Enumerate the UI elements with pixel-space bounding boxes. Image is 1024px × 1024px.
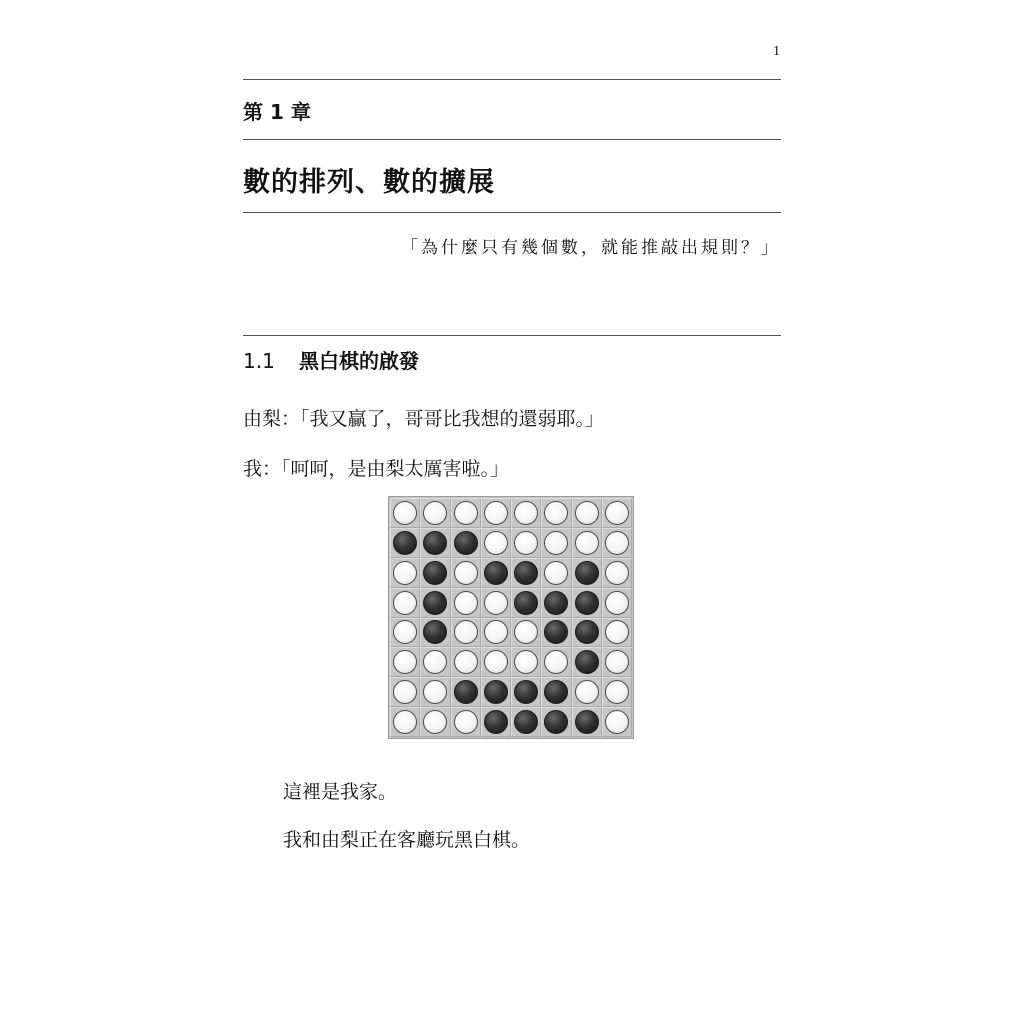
white-disc bbox=[605, 531, 629, 555]
board-cell bbox=[420, 618, 450, 648]
white-disc bbox=[605, 650, 629, 674]
section-heading bbox=[243, 345, 419, 374]
white-disc bbox=[484, 591, 508, 615]
board-cell bbox=[511, 677, 541, 707]
board-cell bbox=[511, 618, 541, 648]
black-disc bbox=[575, 650, 599, 674]
board-cell bbox=[602, 558, 632, 588]
page-number: 1 bbox=[773, 44, 780, 59]
white-disc bbox=[544, 650, 568, 674]
othello-board-figure bbox=[388, 496, 634, 739]
board-cell bbox=[390, 647, 420, 677]
board-cell bbox=[481, 588, 511, 618]
board-cell bbox=[390, 498, 420, 528]
black-disc bbox=[514, 710, 538, 734]
board-cell bbox=[572, 588, 602, 618]
white-disc bbox=[544, 501, 568, 525]
white-disc bbox=[544, 531, 568, 555]
white-disc bbox=[454, 501, 478, 525]
board-cell bbox=[481, 647, 511, 677]
white-disc bbox=[423, 680, 447, 704]
board-cell bbox=[390, 677, 420, 707]
board-cell bbox=[511, 707, 541, 737]
board-cell bbox=[390, 707, 420, 737]
black-disc bbox=[423, 531, 447, 555]
board-cell bbox=[572, 707, 602, 737]
chapter-rule bbox=[243, 139, 781, 140]
white-disc bbox=[514, 650, 538, 674]
chapter-epigraph: 「為什麼只有幾個數，就能推敲出規則？」 bbox=[401, 238, 781, 258]
board-cell bbox=[511, 498, 541, 528]
black-disc bbox=[423, 561, 447, 585]
dialog-line-yuri: 由梨：「我又贏了，哥哥比我想的還弱耶。」 bbox=[243, 408, 605, 430]
black-disc bbox=[575, 561, 599, 585]
board-cell bbox=[420, 588, 450, 618]
white-disc bbox=[544, 561, 568, 585]
board-cell bbox=[420, 528, 450, 558]
chapter-title: 數的排列、數的擴展 bbox=[243, 167, 495, 198]
white-disc bbox=[393, 501, 417, 525]
board-cell bbox=[420, 677, 450, 707]
board-cell bbox=[451, 647, 481, 677]
black-disc bbox=[544, 620, 568, 644]
white-disc bbox=[393, 710, 417, 734]
board-cell bbox=[511, 528, 541, 558]
board-cell bbox=[451, 588, 481, 618]
section-rule bbox=[243, 335, 781, 336]
white-disc bbox=[454, 591, 478, 615]
black-disc bbox=[575, 591, 599, 615]
section-number: 1.1 bbox=[243, 349, 275, 373]
board-cell bbox=[511, 558, 541, 588]
black-disc bbox=[484, 561, 508, 585]
white-disc bbox=[393, 650, 417, 674]
white-disc bbox=[514, 501, 538, 525]
black-disc bbox=[514, 591, 538, 615]
board-cell bbox=[481, 677, 511, 707]
board-cell bbox=[541, 498, 571, 528]
board-cell bbox=[541, 588, 571, 618]
narration-line: 我和由梨正在客廳玩黑白棋。 bbox=[283, 829, 531, 851]
board-cell bbox=[541, 618, 571, 648]
board-cell bbox=[390, 618, 420, 648]
white-disc bbox=[454, 650, 478, 674]
board-cell bbox=[451, 707, 481, 737]
white-disc bbox=[514, 531, 538, 555]
white-disc bbox=[575, 680, 599, 704]
white-disc bbox=[393, 561, 417, 585]
board-cell bbox=[572, 647, 602, 677]
board-cell bbox=[602, 588, 632, 618]
board-cell bbox=[572, 618, 602, 648]
black-disc bbox=[544, 710, 568, 734]
board-cell bbox=[390, 558, 420, 588]
white-disc bbox=[484, 501, 508, 525]
black-disc bbox=[423, 620, 447, 644]
board-cell bbox=[572, 528, 602, 558]
black-disc bbox=[575, 710, 599, 734]
board-cell bbox=[572, 558, 602, 588]
board-cell bbox=[602, 498, 632, 528]
board-cell bbox=[451, 498, 481, 528]
narration-line: 這裡是我家。 bbox=[283, 781, 398, 803]
board-cell bbox=[451, 558, 481, 588]
black-disc bbox=[484, 710, 508, 734]
board-cell bbox=[541, 647, 571, 677]
white-disc bbox=[423, 650, 447, 674]
white-disc bbox=[393, 680, 417, 704]
chapter-label: 第 1 章 bbox=[243, 100, 311, 124]
board-cell bbox=[602, 618, 632, 648]
board-cell bbox=[511, 588, 541, 618]
white-disc bbox=[454, 561, 478, 585]
white-disc bbox=[514, 620, 538, 644]
white-disc bbox=[393, 591, 417, 615]
board-cell bbox=[481, 528, 511, 558]
white-disc bbox=[484, 650, 508, 674]
board-cell bbox=[390, 588, 420, 618]
board-cell bbox=[481, 618, 511, 648]
board-cell bbox=[541, 707, 571, 737]
black-disc bbox=[454, 531, 478, 555]
board-cell bbox=[481, 558, 511, 588]
white-disc bbox=[575, 501, 599, 525]
board-cell bbox=[420, 707, 450, 737]
dialog-line-me: 我：「呵呵，是由梨太厲害啦。」 bbox=[243, 458, 510, 480]
board-cell bbox=[481, 707, 511, 737]
white-disc bbox=[605, 561, 629, 585]
white-disc bbox=[484, 620, 508, 644]
white-disc bbox=[484, 531, 508, 555]
black-disc bbox=[544, 680, 568, 704]
black-disc bbox=[514, 561, 538, 585]
board-cell bbox=[602, 647, 632, 677]
white-disc bbox=[454, 620, 478, 644]
top-rule bbox=[243, 79, 781, 80]
white-disc bbox=[605, 710, 629, 734]
board-cell bbox=[451, 618, 481, 648]
board-cell bbox=[390, 528, 420, 558]
title-rule bbox=[243, 212, 781, 213]
board-cell bbox=[541, 558, 571, 588]
board-cell bbox=[451, 528, 481, 558]
black-disc bbox=[484, 680, 508, 704]
board-cell bbox=[572, 498, 602, 528]
board-cell bbox=[451, 677, 481, 707]
board-cell bbox=[541, 528, 571, 558]
board-cell bbox=[420, 558, 450, 588]
black-disc bbox=[544, 591, 568, 615]
white-disc bbox=[605, 620, 629, 644]
white-disc bbox=[605, 591, 629, 615]
black-disc bbox=[575, 620, 599, 644]
board-cell bbox=[420, 647, 450, 677]
white-disc bbox=[423, 710, 447, 734]
board-cell bbox=[602, 707, 632, 737]
black-disc bbox=[454, 680, 478, 704]
white-disc bbox=[454, 710, 478, 734]
board-cell bbox=[602, 677, 632, 707]
black-disc bbox=[514, 680, 538, 704]
white-disc bbox=[393, 620, 417, 644]
white-disc bbox=[605, 501, 629, 525]
board-cell bbox=[420, 498, 450, 528]
white-disc bbox=[605, 680, 629, 704]
board-cell bbox=[602, 528, 632, 558]
black-disc bbox=[393, 531, 417, 555]
black-disc bbox=[423, 591, 447, 615]
board-cell bbox=[541, 677, 571, 707]
board-cell bbox=[511, 647, 541, 677]
board-cell bbox=[572, 677, 602, 707]
section-title: 黑白棋的啟發 bbox=[299, 349, 419, 373]
white-disc bbox=[575, 531, 599, 555]
board-cell bbox=[481, 498, 511, 528]
white-disc bbox=[423, 501, 447, 525]
